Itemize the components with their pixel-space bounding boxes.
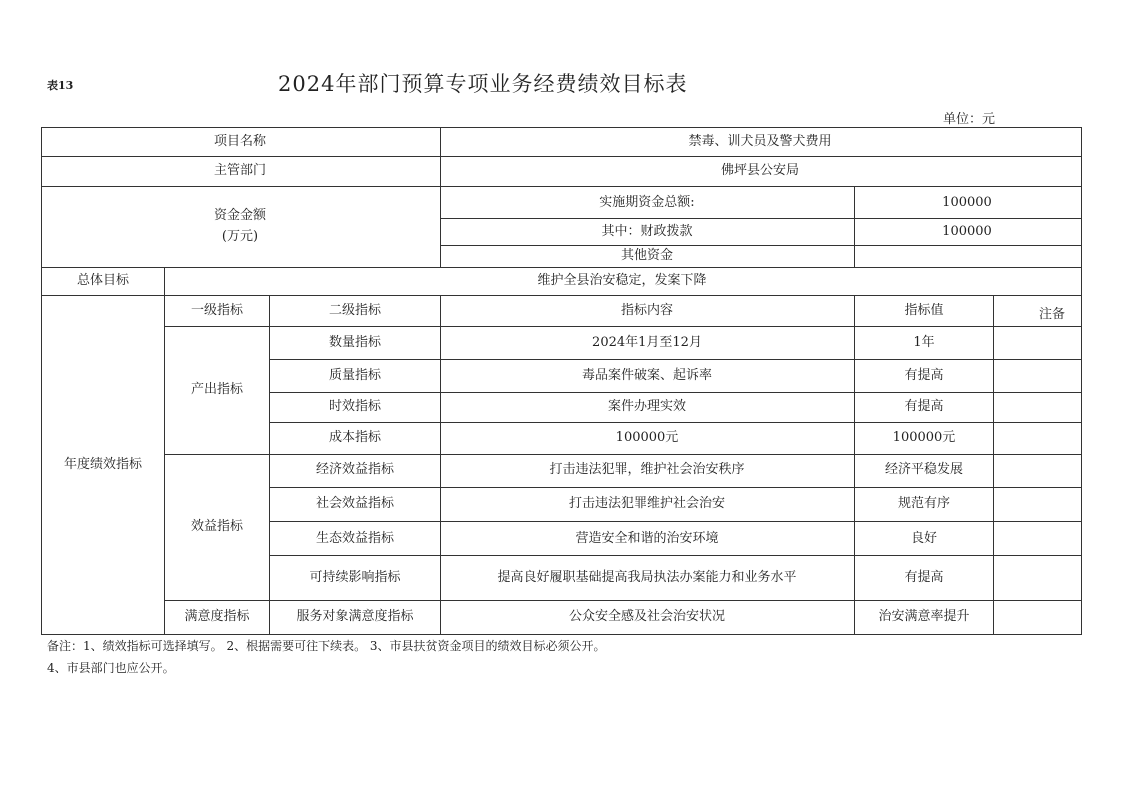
row-level2: 质量指标 (328, 368, 382, 383)
col-header-level1: 一级指标 (190, 303, 244, 318)
group-benefit: 效益指标 (190, 519, 244, 534)
fund-label: 资金金额 (213, 208, 267, 223)
page-title: 2024年部门预算专项业务经费绩效目标表 (278, 72, 688, 96)
row-content: 案件办理实效 (607, 399, 687, 414)
unit-label: 单位：元 (943, 112, 996, 127)
row-content: 营造安全和谐的治安环境 (575, 531, 719, 546)
row-content: 100000元 (615, 430, 679, 445)
row-value: 100000元 (892, 430, 956, 445)
row-content: 2024年1月至12月 (592, 335, 702, 350)
row-content: 公众安全感及社会治安状况 (568, 609, 726, 624)
row-value: 经济平稳发展 (884, 462, 964, 477)
group-output: 产出指标 (190, 382, 244, 397)
project-name-value: 禁毒、训犬员及警犬费用 (688, 134, 832, 149)
row-content: 打击违法犯罪维护社会治安 (568, 496, 726, 511)
project-name-label: 项目名称 (213, 134, 267, 149)
dept-label: 主管部门 (213, 163, 267, 178)
row-level2: 社会效益指标 (315, 496, 395, 511)
row-content: 提高良好履职基础提高我局执法办案能力和业务水平 (497, 570, 797, 585)
row-content: 打击违法犯罪，维护社会治安秩序 (549, 462, 745, 477)
row-value: 良好 (910, 531, 938, 546)
row-value: 1年 (913, 335, 935, 350)
dept-value: 佛坪县公安局 (720, 163, 800, 178)
row-level2: 可持续影响指标 (309, 570, 401, 585)
overall-goal-label: 总体目标 (76, 273, 130, 288)
overall-goal-value: 维护全县治安稳定，发案下降 (537, 273, 707, 288)
row-level2: 成本指标 (328, 430, 382, 445)
row-content: 毒品案件破案、起诉率 (581, 368, 713, 383)
col-header-content: 指标内容 (620, 303, 674, 318)
col-header-level2: 二级指标 (328, 303, 382, 318)
col-header-remark: 注备 (1038, 307, 1066, 322)
fiscal-fund-label: 其中：财政拨款 (601, 224, 693, 239)
row-level2: 经济效益指标 (315, 462, 395, 477)
fiscal-fund-value: 100000 (942, 224, 992, 239)
row-value: 有提高 (904, 399, 944, 414)
total-fund-label: 实施期资金总额: (599, 195, 695, 210)
row-value: 有提高 (904, 368, 944, 383)
row-level2: 服务对象满意度指标 (296, 609, 414, 624)
annual-indicator-label: 年度绩效指标 (63, 457, 143, 472)
total-fund-value: 100000 (942, 195, 992, 210)
row-value: 规范有序 (897, 496, 951, 511)
row-level2: 数量指标 (328, 335, 382, 350)
footnote-line2: 4、市县部门也应公开。 (47, 661, 175, 675)
other-fund-label: 其他资金 (620, 248, 674, 263)
row-level2: 时效指标 (328, 399, 382, 414)
footnote-line1: 备注：1、绩效指标可选择填写。 2、根据需要可往下续表。 3、市县扶贫资金项目的绩效目标必须公开。 (47, 639, 606, 653)
row-value: 治安满意率提升 (878, 609, 970, 624)
table-number: 表13 (47, 79, 74, 92)
row-level2: 生态效益指标 (315, 531, 395, 546)
col-header-value: 指标值 (904, 303, 944, 318)
row-value: 有提高 (904, 570, 944, 585)
fund-unit: (万元) (221, 229, 259, 244)
group-satisfaction: 满意度指标 (184, 609, 250, 624)
